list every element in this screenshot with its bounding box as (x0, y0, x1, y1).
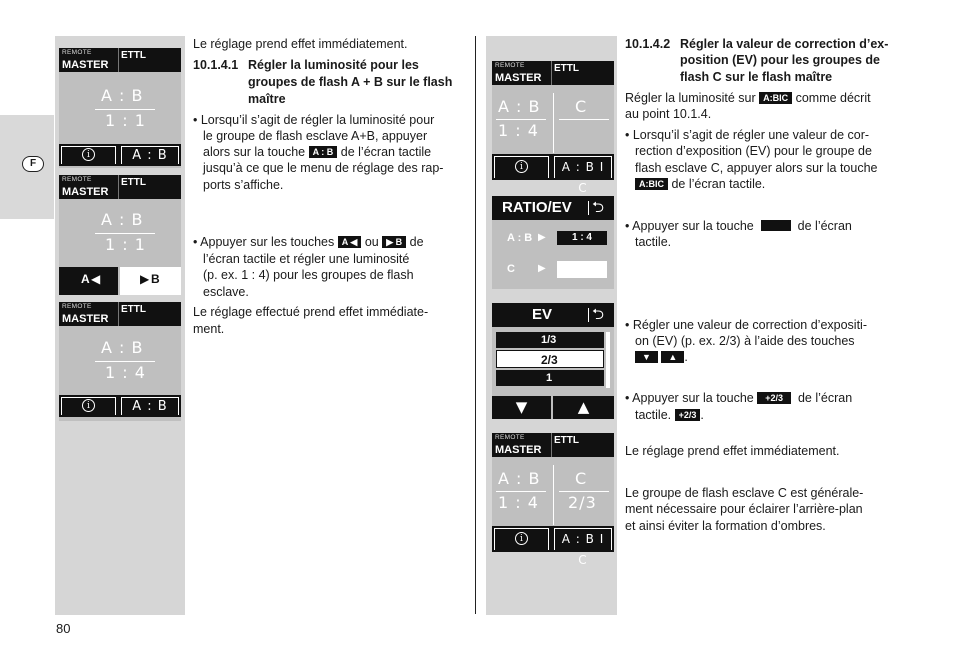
col1-bullet1-line: alors sur la touche A : B de l’écran tactile (203, 145, 432, 159)
col2-bullet1-line: • Lorsqu’il s’agit de régler une valeur de cor- (625, 128, 870, 142)
lcd-rule (559, 119, 609, 120)
ratio-value: 1 : 4 (105, 363, 146, 382)
ratio-ev-titlebar (492, 196, 614, 220)
remote-label: REMOTE (62, 303, 92, 310)
col2-closing-line: Le groupe de flash esclave C est générale- (625, 486, 864, 500)
ratio-ev-panel (492, 196, 614, 289)
col1-bullet2-line: esclave. (203, 285, 249, 299)
header-divider (118, 302, 119, 326)
col1-bullet1-line: le groupe de flash esclave A+B, appuyer (203, 129, 428, 143)
ratio-value: 1 : 4 (498, 493, 539, 512)
ev-item-label: 1/3 (541, 334, 557, 346)
abc-key-icon: A:BIC (759, 92, 792, 104)
info-button[interactable] (61, 146, 116, 164)
left-arrow-icon: ◀ (91, 272, 101, 286)
c-row-label: C (507, 263, 515, 275)
master-label: MASTER (62, 59, 109, 71)
col1-closing-line: Le réglage effectué prend effet immédiate- (193, 305, 429, 319)
info-icon: i (82, 148, 95, 161)
col1-bullet1-line: ports s’affiche. (203, 178, 284, 192)
ratio-value: 1 : 1 (105, 235, 146, 254)
remote-label: REMOTE (62, 176, 92, 183)
info-icon: i (515, 160, 528, 173)
ettl-label: ETTL (121, 177, 146, 188)
info-icon: i (82, 399, 95, 412)
col2-closing-line: et ainsi éviter la formation d’ombres. (625, 519, 826, 533)
lcd-rule (559, 491, 609, 492)
col2-bullet2-line: • Appuyer sur la touche de l’écran (625, 219, 852, 233)
col2-bullet1-line: rection d’exposition (EV) pour le groupe de (635, 144, 872, 158)
back-icon[interactable]: ⮌ (592, 198, 605, 216)
lcd-button-bar (492, 154, 614, 195)
a-label: A (81, 272, 90, 286)
col2-result-line: Le réglage prend effet immédiatement. (625, 444, 840, 458)
lcd-header (492, 61, 614, 85)
lcd-rule (95, 361, 155, 362)
lcd-rule (95, 109, 155, 110)
info-button[interactable] (494, 156, 549, 178)
a-left-button[interactable] (59, 267, 118, 295)
col1-intro: Le réglage prend effet immédiatement. (193, 37, 408, 51)
row-arrow-icon: ▶ (538, 263, 546, 274)
ratio-value: 1 : 1 (105, 111, 146, 130)
info-button[interactable] (61, 397, 116, 415)
ettl-label: ETTL (121, 304, 146, 315)
col1-bullet2-line: • Appuyer sur les touches A ◀ ou ▶ B de (193, 235, 424, 249)
lcd-rule (496, 119, 546, 120)
ev-up-button[interactable]: ▲ (553, 396, 614, 419)
ev-list-item[interactable] (496, 332, 604, 348)
group-label: A : B (498, 97, 541, 116)
ratio-ev-title: RATIO/EV (502, 199, 572, 216)
ev-list-item-selected[interactable] (496, 350, 604, 368)
abc-button[interactable]: A : B I C (554, 156, 612, 178)
col2-bullet4-line: tactile. +2/3 . (635, 408, 704, 422)
col1-bullet1-line: jusqu’à ce que le menu de réglage des rap- (203, 161, 444, 175)
info-icon: i (515, 532, 528, 545)
up-key-icon: ▲ (661, 351, 684, 363)
col2-bullet2-line: tactile. (635, 235, 672, 249)
lcd-button-bar (492, 526, 614, 567)
lcd-rule (95, 233, 155, 234)
master-label: MASTER (62, 313, 109, 325)
language-badge: F (22, 156, 44, 172)
ab-row-label: A : B (507, 232, 533, 244)
header-divider (551, 61, 552, 85)
col1-bullet2-line: l’écran tactile et régler une luminosité (203, 252, 410, 266)
col2-bullet3-line: ▼ ▲ . (635, 349, 688, 366)
back-icon[interactable]: ⮌ (592, 305, 605, 323)
plus-two-thirds-key-icon: +2/3 (757, 392, 791, 404)
ev-item-label: 2/3 (541, 353, 558, 367)
header-divider (551, 433, 552, 457)
col2-bullet1-line: A:BIC de l’écran tactile. (635, 176, 765, 193)
lcd-rule (496, 491, 546, 492)
ev-scrollbar[interactable] (606, 332, 610, 388)
ev-list-item[interactable] (496, 370, 604, 386)
a-left-key-icon: A ◀ (338, 236, 362, 248)
group-label: A : B (498, 469, 541, 488)
abc-key-icon: A:BIC (635, 178, 668, 190)
column-divider (475, 36, 476, 614)
lcd-button-bar (59, 144, 181, 166)
col1-heading-number: 10.1.4.1 (193, 58, 239, 72)
group-label: A : B (101, 210, 144, 229)
c-ev-value: 2/3 (568, 493, 597, 512)
col1-closing-line: ment. (193, 322, 225, 336)
abc-button[interactable]: A : B I C (554, 528, 612, 550)
blank-key-icon (761, 220, 791, 231)
c-ev-field[interactable] (557, 261, 607, 278)
right-arrow-icon: ▶ (140, 272, 150, 286)
c-label: C (575, 97, 588, 116)
ab-button[interactable]: A : B (121, 397, 179, 415)
lcd-button-bar (59, 395, 181, 417)
remote-label: REMOTE (495, 62, 525, 69)
c-label: C (575, 469, 588, 488)
b-label: B (151, 272, 160, 286)
col1-heading-line: maître (248, 92, 286, 106)
row-arrow-icon: ▶ (538, 232, 546, 243)
lcd-separator (553, 465, 554, 525)
ev-panel (492, 303, 614, 419)
lcd-header (59, 175, 181, 199)
lcd-header (59, 48, 181, 72)
col1-heading-line: groupes de flash A + B sur le flash (248, 75, 453, 89)
col2-heading-line: flash C sur le flash maître (680, 70, 833, 84)
group-label: A : B (101, 338, 144, 357)
remote-label: REMOTE (495, 434, 525, 441)
col2-heading-line: Régler la valeur de correction d’ex- (680, 37, 889, 51)
lcd-screen-ab-c (492, 61, 614, 195)
info-button[interactable] (494, 528, 549, 550)
header-divider (118, 175, 119, 199)
lcd-header (492, 433, 614, 457)
remote-label: REMOTE (62, 49, 92, 56)
lcd-screen-ab-c-ev (492, 433, 614, 567)
ratio-value: 1 : 4 (498, 121, 539, 140)
ab-key-icon: A : B (309, 146, 338, 158)
lcd-screen-ab-adjust (59, 175, 181, 295)
ev-title: EV (532, 306, 553, 323)
master-label: MASTER (62, 186, 109, 198)
col2-bullet4-line: • Appuyer sur la touche +2/3 de l’écran (625, 391, 853, 405)
col2-bullet1-line: flash esclave C, appuyer alors sur la touche (635, 161, 878, 175)
col2-intro-line: Régler la luminosité sur A:BIC comme décrit (625, 91, 871, 105)
ev-titlebar (492, 303, 614, 327)
group-label: A : B (101, 86, 144, 105)
master-label: MASTER (495, 444, 542, 456)
plus-two-thirds-key-icon: +2/3 (675, 409, 701, 421)
col1-bullet2-line: (p. ex. 1 : 4) pour les groupes de flash (203, 268, 414, 282)
ab-button[interactable]: A : B (121, 146, 179, 164)
title-divider (588, 201, 589, 215)
page-number: 80 (56, 621, 71, 636)
col2-closing-line: ment nécessaire pour éclairer l’arrière-plan (625, 502, 863, 516)
ettl-label: ETTL (554, 63, 579, 74)
lcd-screen-ab-1-4 (59, 302, 181, 421)
col1-heading-line: Régler la luminosité pour les (248, 58, 419, 72)
lcd-screen-ab-1-1 (59, 48, 181, 168)
ettl-label: ETTL (554, 435, 579, 446)
col2-heading-line: position (EV) pour les groupes de (680, 53, 881, 67)
col2-heading-number: 10.1.4.2 (625, 37, 671, 51)
title-divider (588, 308, 589, 322)
col2-bullet3-line: • Régler une valeur de correction d’expositi- (625, 318, 867, 332)
header-divider (118, 48, 119, 72)
ettl-label: ETTL (121, 50, 146, 61)
master-label: MASTER (495, 72, 542, 84)
col2-bullet3-line: on (EV) (p. ex. 2/3) à l’aide des touches (635, 334, 855, 348)
down-key-icon: ▼ (635, 351, 658, 363)
lcd-separator (553, 93, 554, 153)
col2-intro-line: au point 10.1.4. (625, 107, 712, 121)
ev-down-button[interactable]: ▼ (492, 396, 551, 419)
ev-item-label: 1 (546, 372, 553, 384)
col1-bullet1-line: • Lorsqu’il s’agit de régler la luminosité pour (193, 113, 435, 127)
b-right-key-icon: ▶ B (382, 236, 406, 248)
ab-ratio-field[interactable]: 1 : 4 (557, 231, 607, 245)
lcd-header (59, 302, 181, 326)
b-right-button[interactable] (120, 267, 181, 295)
